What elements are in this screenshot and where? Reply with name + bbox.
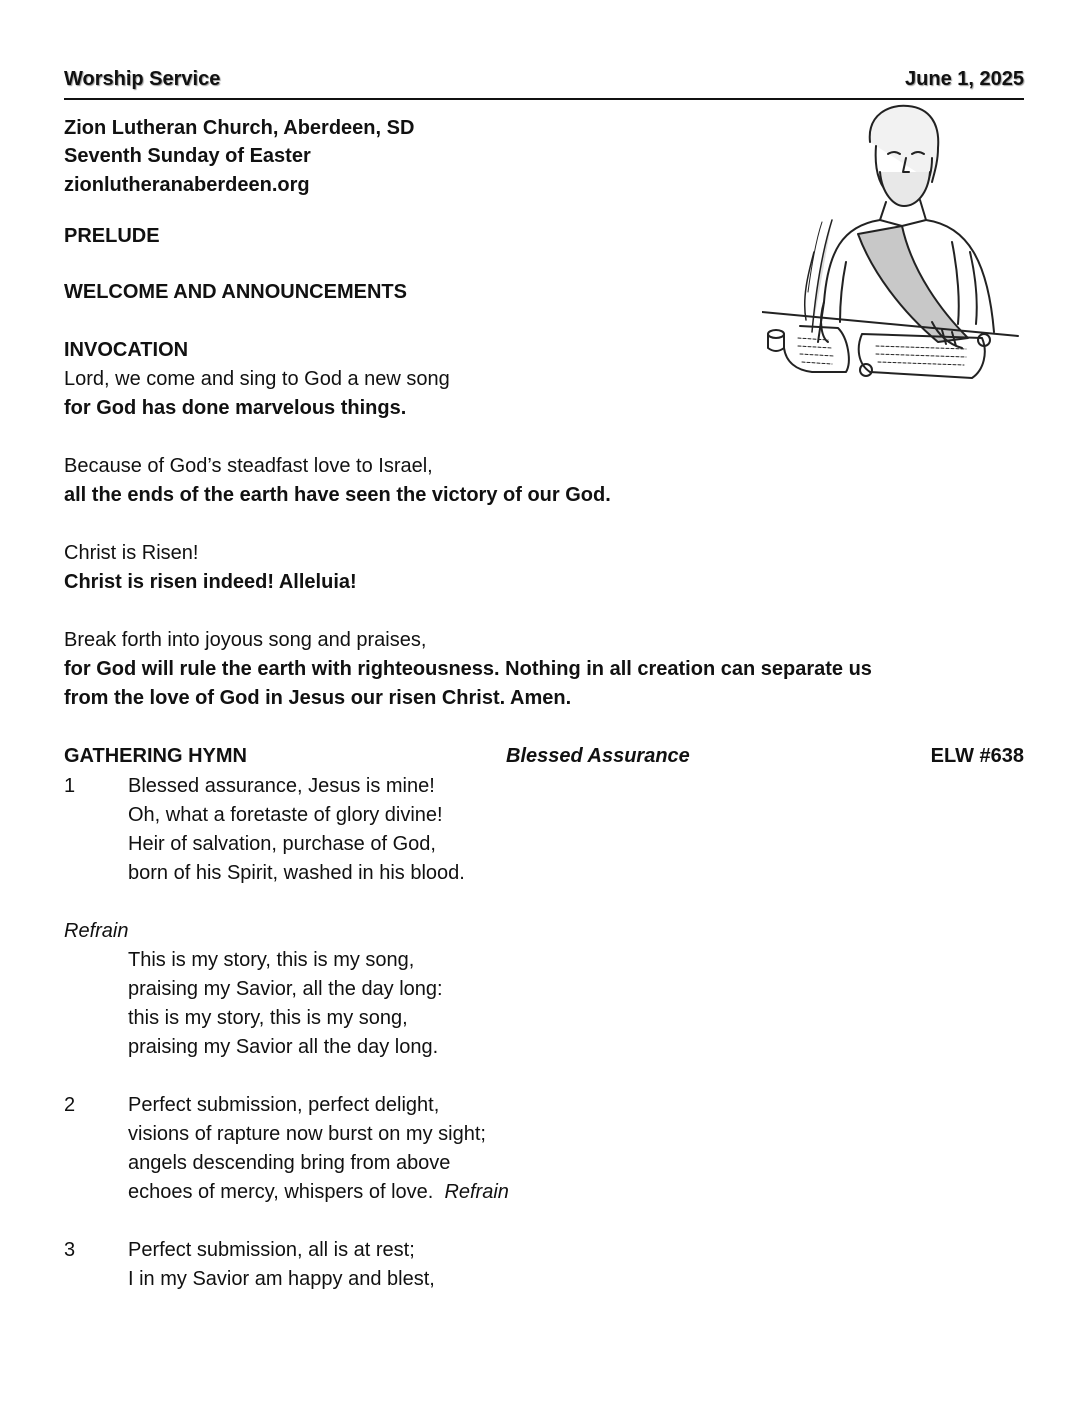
refrain-line: This is my story, this is my song,: [128, 949, 415, 971]
refrain-line: praising my Savior, all the day long:: [128, 978, 443, 1000]
hymn-line: [128, 1178, 509, 1206]
verse-number: 1: [64, 775, 76, 797]
invocation-leader-line: Christ is Risen!: [64, 542, 199, 564]
invocation-leader-line: Break forth into joyous song and praises,: [64, 629, 427, 651]
refrain-label: Refrain: [64, 920, 129, 942]
prelude-heading: PRELUDE: [64, 225, 160, 247]
invocation-heading: INVOCATION: [64, 339, 189, 361]
hymn-title: Blessed Assurance: [506, 745, 690, 767]
refrain-line: praising my Savior all the day long.: [128, 1036, 439, 1058]
refrain-tag: Refrain: [444, 1181, 509, 1203]
invocation-response-line: all the ends of the earth have seen the victory of our God.: [64, 484, 611, 506]
hymn-line: Heir of salvation, purchase of God,: [128, 833, 436, 855]
header-date: June 1, 2025: [905, 68, 1024, 90]
hymn-number: ELW #638: [930, 745, 1024, 767]
hymn-line: Blessed assurance, Jesus is mine!: [128, 775, 435, 797]
hymn-line: Oh, what a foretaste of glory divine!: [128, 804, 443, 826]
invocation-response-line: for God will rule the earth with righteousness. Nothing in all creation can separate us: [64, 658, 872, 680]
hymn-line: born of his Spirit, washed in his blood.: [128, 862, 465, 884]
refrain-line: this is my story, this is my song,: [128, 1007, 408, 1029]
hymn-line: Perfect submission, all is at rest;: [128, 1239, 415, 1261]
welcome-heading: WELCOME AND ANNOUNCEMENTS: [64, 281, 407, 303]
liturgical-day: Seventh Sunday of Easter: [64, 145, 311, 167]
hymn-line: visions of rapture now burst on my sight;: [128, 1123, 486, 1145]
bulletin-page: [64, 0, 1024, 1408]
invocation-response-line: for God has done marvelous things.: [64, 397, 407, 419]
invocation-response-line: from the love of God in Jesus our risen Christ. Amen.: [64, 687, 572, 709]
hymn-line-text: echoes of mercy, whispers of love.: [128, 1181, 434, 1203]
invocation-leader-line: Because of God’s steadfast love to Israel,: [64, 455, 433, 477]
invocation-response-line: Christ is risen indeed! Alleluia!: [64, 571, 357, 593]
hymn-heading: GATHERING HYMN: [64, 745, 247, 767]
hymn-line: angels descending bring from above: [128, 1152, 451, 1174]
church-website: zionlutheranaberdeen.org: [64, 174, 310, 196]
hymn-line: Perfect submission, perfect delight,: [128, 1094, 440, 1116]
invocation-leader-line: Lord, we come and sing to God a new song: [64, 368, 450, 390]
church-name: Zion Lutheran Church, Aberdeen, SD: [64, 117, 415, 139]
page-header: [64, 66, 1024, 100]
hymn-line: I in my Savior am happy and blest,: [128, 1268, 435, 1290]
apostle-writing-illustration: [762, 102, 1028, 392]
header-title: Worship Service: [64, 68, 221, 90]
verse-number: 3: [64, 1239, 76, 1261]
verse-number: 2: [64, 1094, 76, 1116]
